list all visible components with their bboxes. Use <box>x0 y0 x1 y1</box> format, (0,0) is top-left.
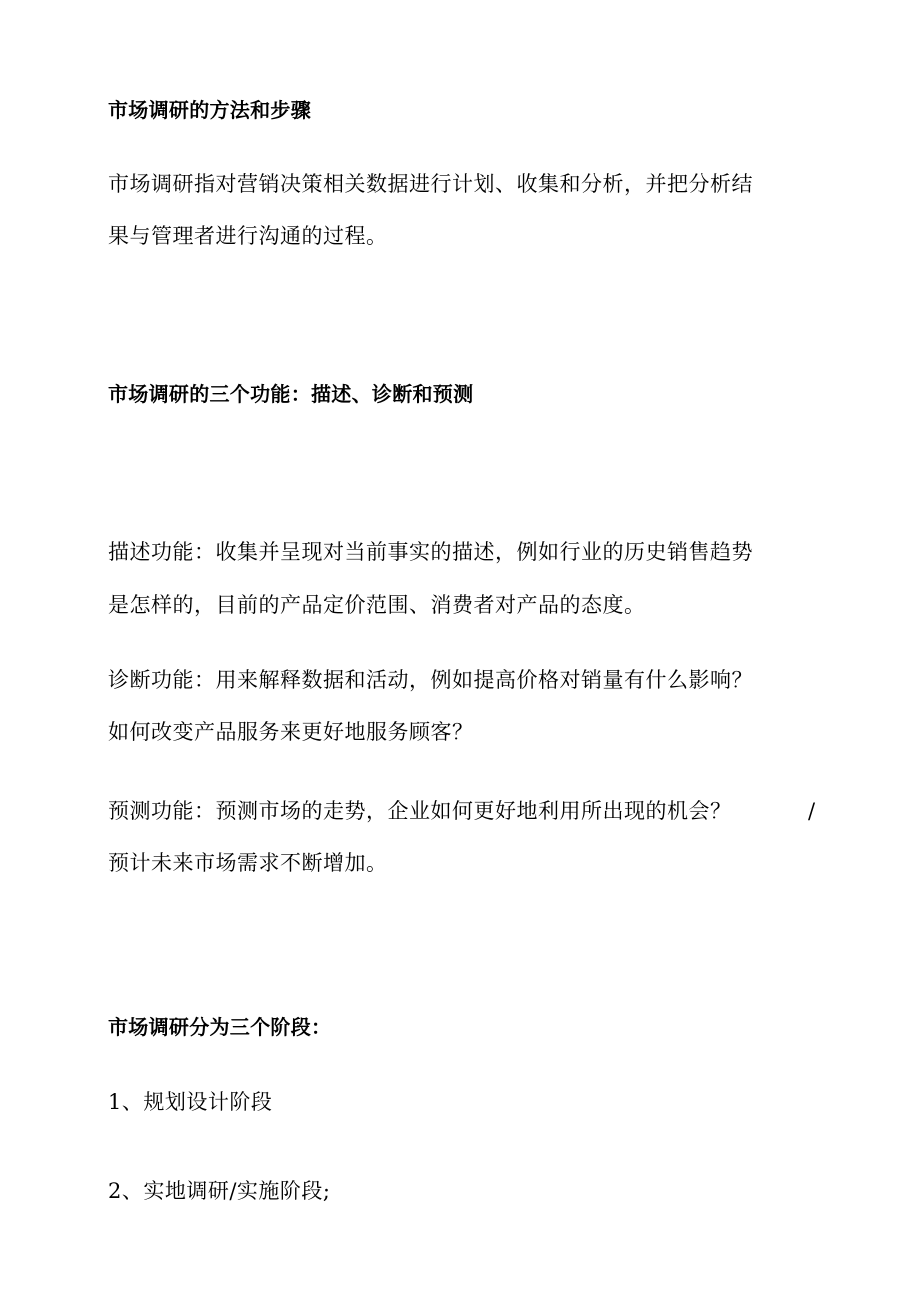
heading-methods: 市场调研的方法和步骤 <box>108 98 311 122</box>
heading-functions: 市场调研的三个功能：描述、诊断和预测 <box>108 382 474 406</box>
stage-item-2: 2、实地调研/实施阶段; <box>108 1179 331 1203</box>
predict-line-1: 预测功能：预测市场的走势，企业如何更好地利用所出现的机会？ <box>108 799 732 823</box>
definition-line-1: 市场调研指对营销决策相关数据进行计划、收集和分析，并把分析结 <box>108 172 753 196</box>
definition-line-2: 果与管理者进行沟通的过程。 <box>108 224 388 248</box>
describe-line-1: 描述功能：收集并呈现对当前事实的描述，例如行业的历史销售趋势 <box>108 540 753 564</box>
heading-stages: 市场调研分为三个阶段： <box>108 1015 332 1039</box>
predict-slash: / <box>808 799 816 823</box>
stage-item-1: 1、规划设计阶段 <box>108 1090 273 1114</box>
diagnose-line-2: 如何改变产品服务来更好地服务顾客？ <box>108 720 474 744</box>
diagnose-line-1: 诊断功能：用来解释数据和活动，例如提高价格对销量有什么影响？ <box>108 668 753 692</box>
describe-line-2: 是怎样的，目前的产品定价范围、消费者对产品的态度。 <box>108 593 646 617</box>
predict-line-2: 预计未来市场需求不断增加。 <box>108 851 388 875</box>
